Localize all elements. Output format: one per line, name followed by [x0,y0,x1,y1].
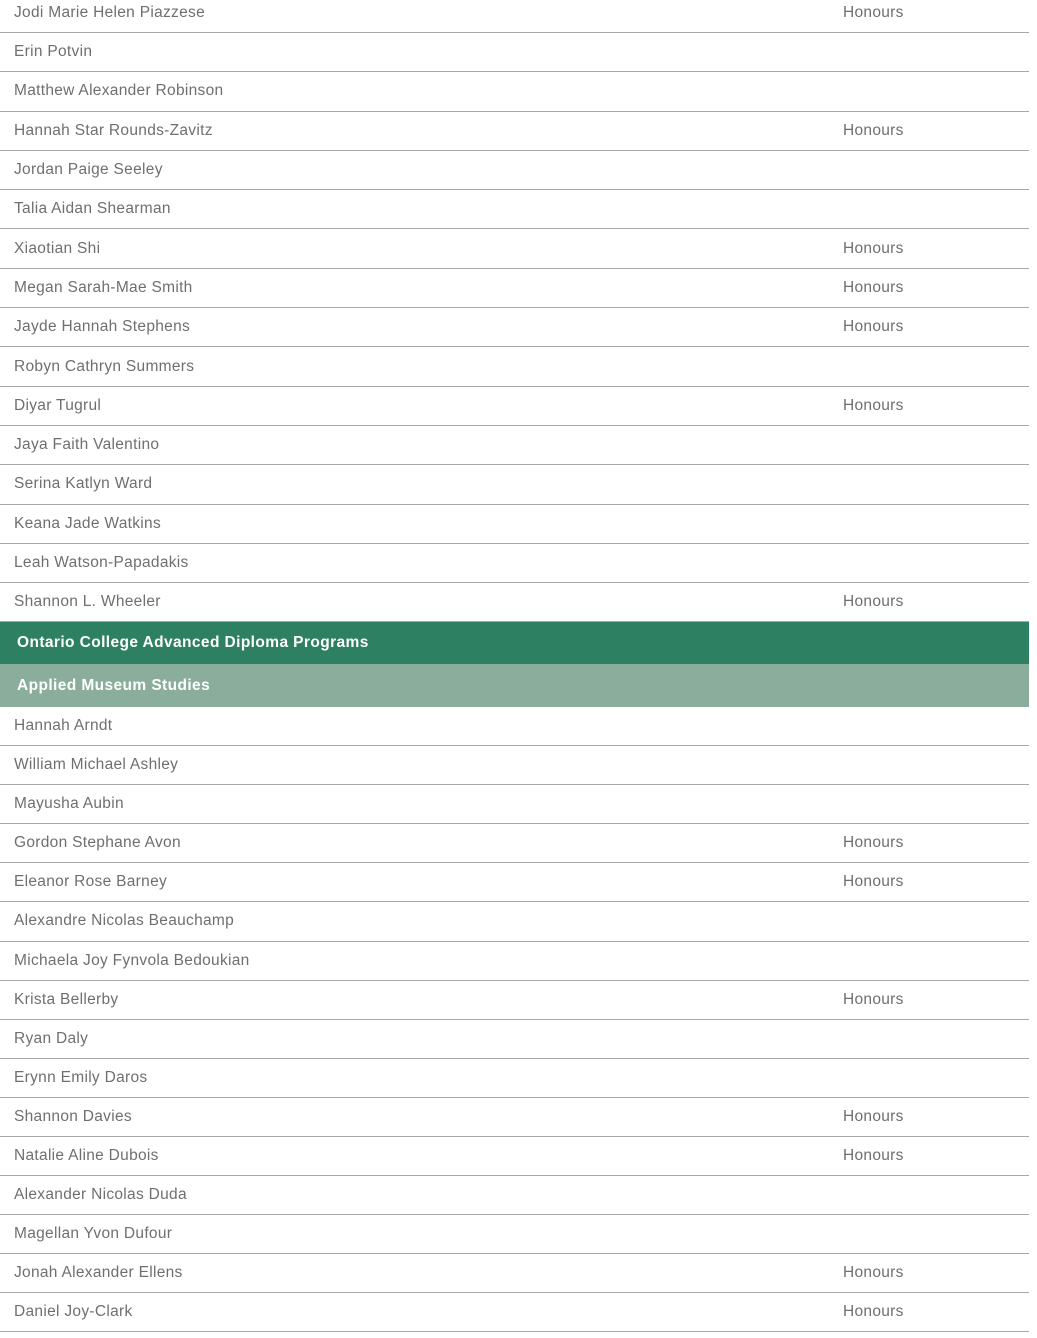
graduate-row [0,902,1029,941]
graduate-row [0,1020,1029,1059]
graduate-row [0,785,1029,824]
honours-label: Honours [843,593,904,611]
honours-label: Honours [843,1107,904,1125]
graduate-row [0,347,1029,386]
graduate-name: Xiaotian Shi [14,239,101,257]
graduate-row [0,1254,1029,1293]
graduate-name: Mayusha Aubin [14,795,124,813]
graduate-row [0,387,1029,426]
graduate-name: Krista Bellerby [14,990,119,1008]
honours-label: Honours [843,278,904,296]
graduate-name: Diyar Tugrul [14,396,102,414]
graduate-row [0,426,1029,465]
program-title: Applied Museum Studies [17,676,211,694]
graduate-name: Talia Aidan Shearman [14,200,171,218]
graduate-name: Jordan Paige Seeley [14,161,163,179]
graduate-row [0,824,1029,863]
graduate-row [0,1137,1029,1176]
honours-label: Honours [843,239,904,257]
graduate-name: Jonah Alexander Ellens [14,1264,183,1282]
graduate-row [0,0,1029,33]
graduate-row [0,1098,1029,1137]
graduate-name: Erin Potvin [14,43,93,61]
graduate-row [0,583,1029,622]
graduate-name: Shannon L. Wheeler [14,593,161,611]
graduate-name: Michaela Joy Fynvola Bedoukian [14,951,250,969]
graduate-name: Magellan Yvon Dufour [14,1225,173,1243]
graduate-name: Gordon Stephane Avon [14,834,181,852]
honours-label: Honours [843,3,904,21]
graduate-row [0,229,1029,268]
graduate-name: Jayde Hannah Stephens [14,318,191,336]
graduate-row [0,505,1029,544]
graduate-name: Hannah Star Rounds-Zavitz [14,121,213,139]
honours-label: Honours [843,1264,904,1282]
honours-label: Honours [843,1147,904,1165]
graduate-name: Erynn Emily Daros [14,1068,148,1086]
graduate-name: William Michael Ashley [14,756,179,774]
graduate-rows-bottom [0,707,1029,1333]
graduate-name: Megan Sarah-Mae Smith [14,278,193,296]
graduate-row [0,112,1029,151]
graduate-name: Ryan Daly [14,1029,89,1047]
graduate-row [0,465,1029,504]
graduate-row [0,1176,1029,1215]
credential-group-header [0,622,1029,664]
graduate-row [0,269,1029,308]
graduate-row [0,190,1029,229]
graduate-row [0,746,1029,785]
honours-label: Honours [843,1303,904,1321]
honours-label: Honours [843,990,904,1008]
graduate-name: Jaya Faith Valentino [14,436,160,454]
graduate-name: Keana Jade Watkins [14,514,161,532]
credential-group-title: Ontario College Advanced Diploma Programs [17,634,369,652]
honours-label: Honours [843,873,904,891]
graduate-row [0,308,1029,347]
honours-label: Honours [843,834,904,852]
graduate-name: Alexandre Nicolas Beauchamp [14,912,235,930]
graduate-row [0,72,1029,111]
graduate-row [0,942,1029,981]
graduate-name: Eleanor Rose Barney [14,873,168,891]
graduate-name: Jodi Marie Helen Piazzese [14,3,206,21]
graduate-row [0,151,1029,190]
graduate-name: Natalie Aline Dubois [14,1147,159,1165]
graduate-row [0,863,1029,902]
graduate-name: Hannah Arndt [14,717,113,734]
graduate-name: Leah Watson-Papadakis [14,554,189,571]
program-header [0,664,1029,707]
graduate-row [0,1215,1029,1254]
graduate-row [0,1293,1029,1332]
graduate-name: Alexander Nicolas Duda [14,1186,187,1204]
honours-label: Honours [843,121,904,139]
graduate-name: Shannon Davies [14,1107,132,1125]
graduate-row [0,707,1029,746]
graduate-name: Serina Katlyn Ward [14,475,153,493]
graduate-row [0,981,1029,1020]
graduate-row [0,1059,1029,1098]
graduate-row [0,544,1029,583]
graduate-name: Robyn Cathryn Summers [14,357,195,375]
honours-label: Honours [843,396,904,414]
graduate-name: Daniel Joy-Clark [14,1303,133,1321]
graduate-rows-top [0,0,1029,622]
graduate-name: Matthew Alexander Robinson [14,82,224,100]
graduate-row [0,33,1029,72]
honours-label: Honours [843,318,904,336]
